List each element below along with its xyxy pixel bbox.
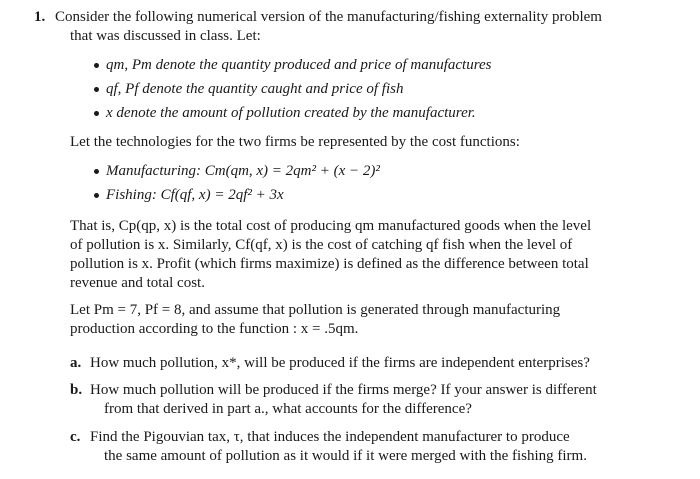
prices-line-1: Let Pm = 7, Pf = 8, and assume that pollution is generated through manufacturing: [70, 302, 561, 318]
bullet-icon: [94, 111, 99, 116]
var-item-pollution: x denote the amount of pollution created by the manufacturer.: [106, 105, 476, 121]
part-b-label: b.: [70, 382, 83, 398]
problem-number: 1.: [34, 9, 46, 25]
bullet-icon: [94, 169, 99, 174]
part-c-text-1: Find the Pigouvian tax, τ, that induces the independent manufacturer to produce: [90, 429, 570, 445]
intro-line-2: that was discussed in class. Let:: [70, 28, 261, 44]
explain-line-2: of pollution is x. Similarly, Cf(qf, x) is the cost of catching qf fish when the level of: [70, 237, 573, 253]
explain-line-3: pollution is x. Profit (which firms maximize) is defined as the difference between total: [70, 256, 589, 272]
tech-intro: Let the technologies for the two firms be represented by the cost functions:: [70, 134, 520, 150]
intro-line-1: Consider the following numerical version of the manufacturing/fishing externality problem: [55, 9, 602, 25]
bullet-icon: [94, 63, 99, 68]
part-b-text-2: from that derived in part a., what accounts for the difference?: [104, 401, 472, 417]
explain-line-4: revenue and total cost.: [70, 275, 205, 291]
explain-line-1: That is, Cp(qp, x) is the total cost of producing qm manufactured goods when the level: [70, 218, 592, 234]
part-a-text: How much pollution, x*, will be produced if the firms are independent enterprises?: [90, 355, 590, 371]
cost-function-fishing: Fishing: Cf(qf, x) = 2qf² + 3x: [106, 187, 284, 203]
part-c-label: c.: [70, 429, 81, 445]
part-b-text-1: How much pollution will be produced if the firms merge? If your answer is different: [90, 382, 597, 398]
cost-function-manufacturing: Manufacturing: Cm(qm, x) = 2qm² + (x − 2)²: [106, 163, 380, 179]
var-item-quantity-fish: qf, Pf denote the quantity caught and price of fish: [106, 81, 404, 97]
bullet-icon: [94, 193, 99, 198]
bullet-icon: [94, 87, 99, 92]
prices-line-2: production according to the function : x = .5qm.: [70, 321, 359, 337]
part-c-text-2: the same amount of pollution as it would if it were merged with the fishing firm.: [104, 448, 587, 464]
part-a-label: a.: [70, 355, 82, 371]
var-item-quantity-manufactures: qm, Pm denote the quantity produced and price of manufactures: [106, 57, 492, 73]
